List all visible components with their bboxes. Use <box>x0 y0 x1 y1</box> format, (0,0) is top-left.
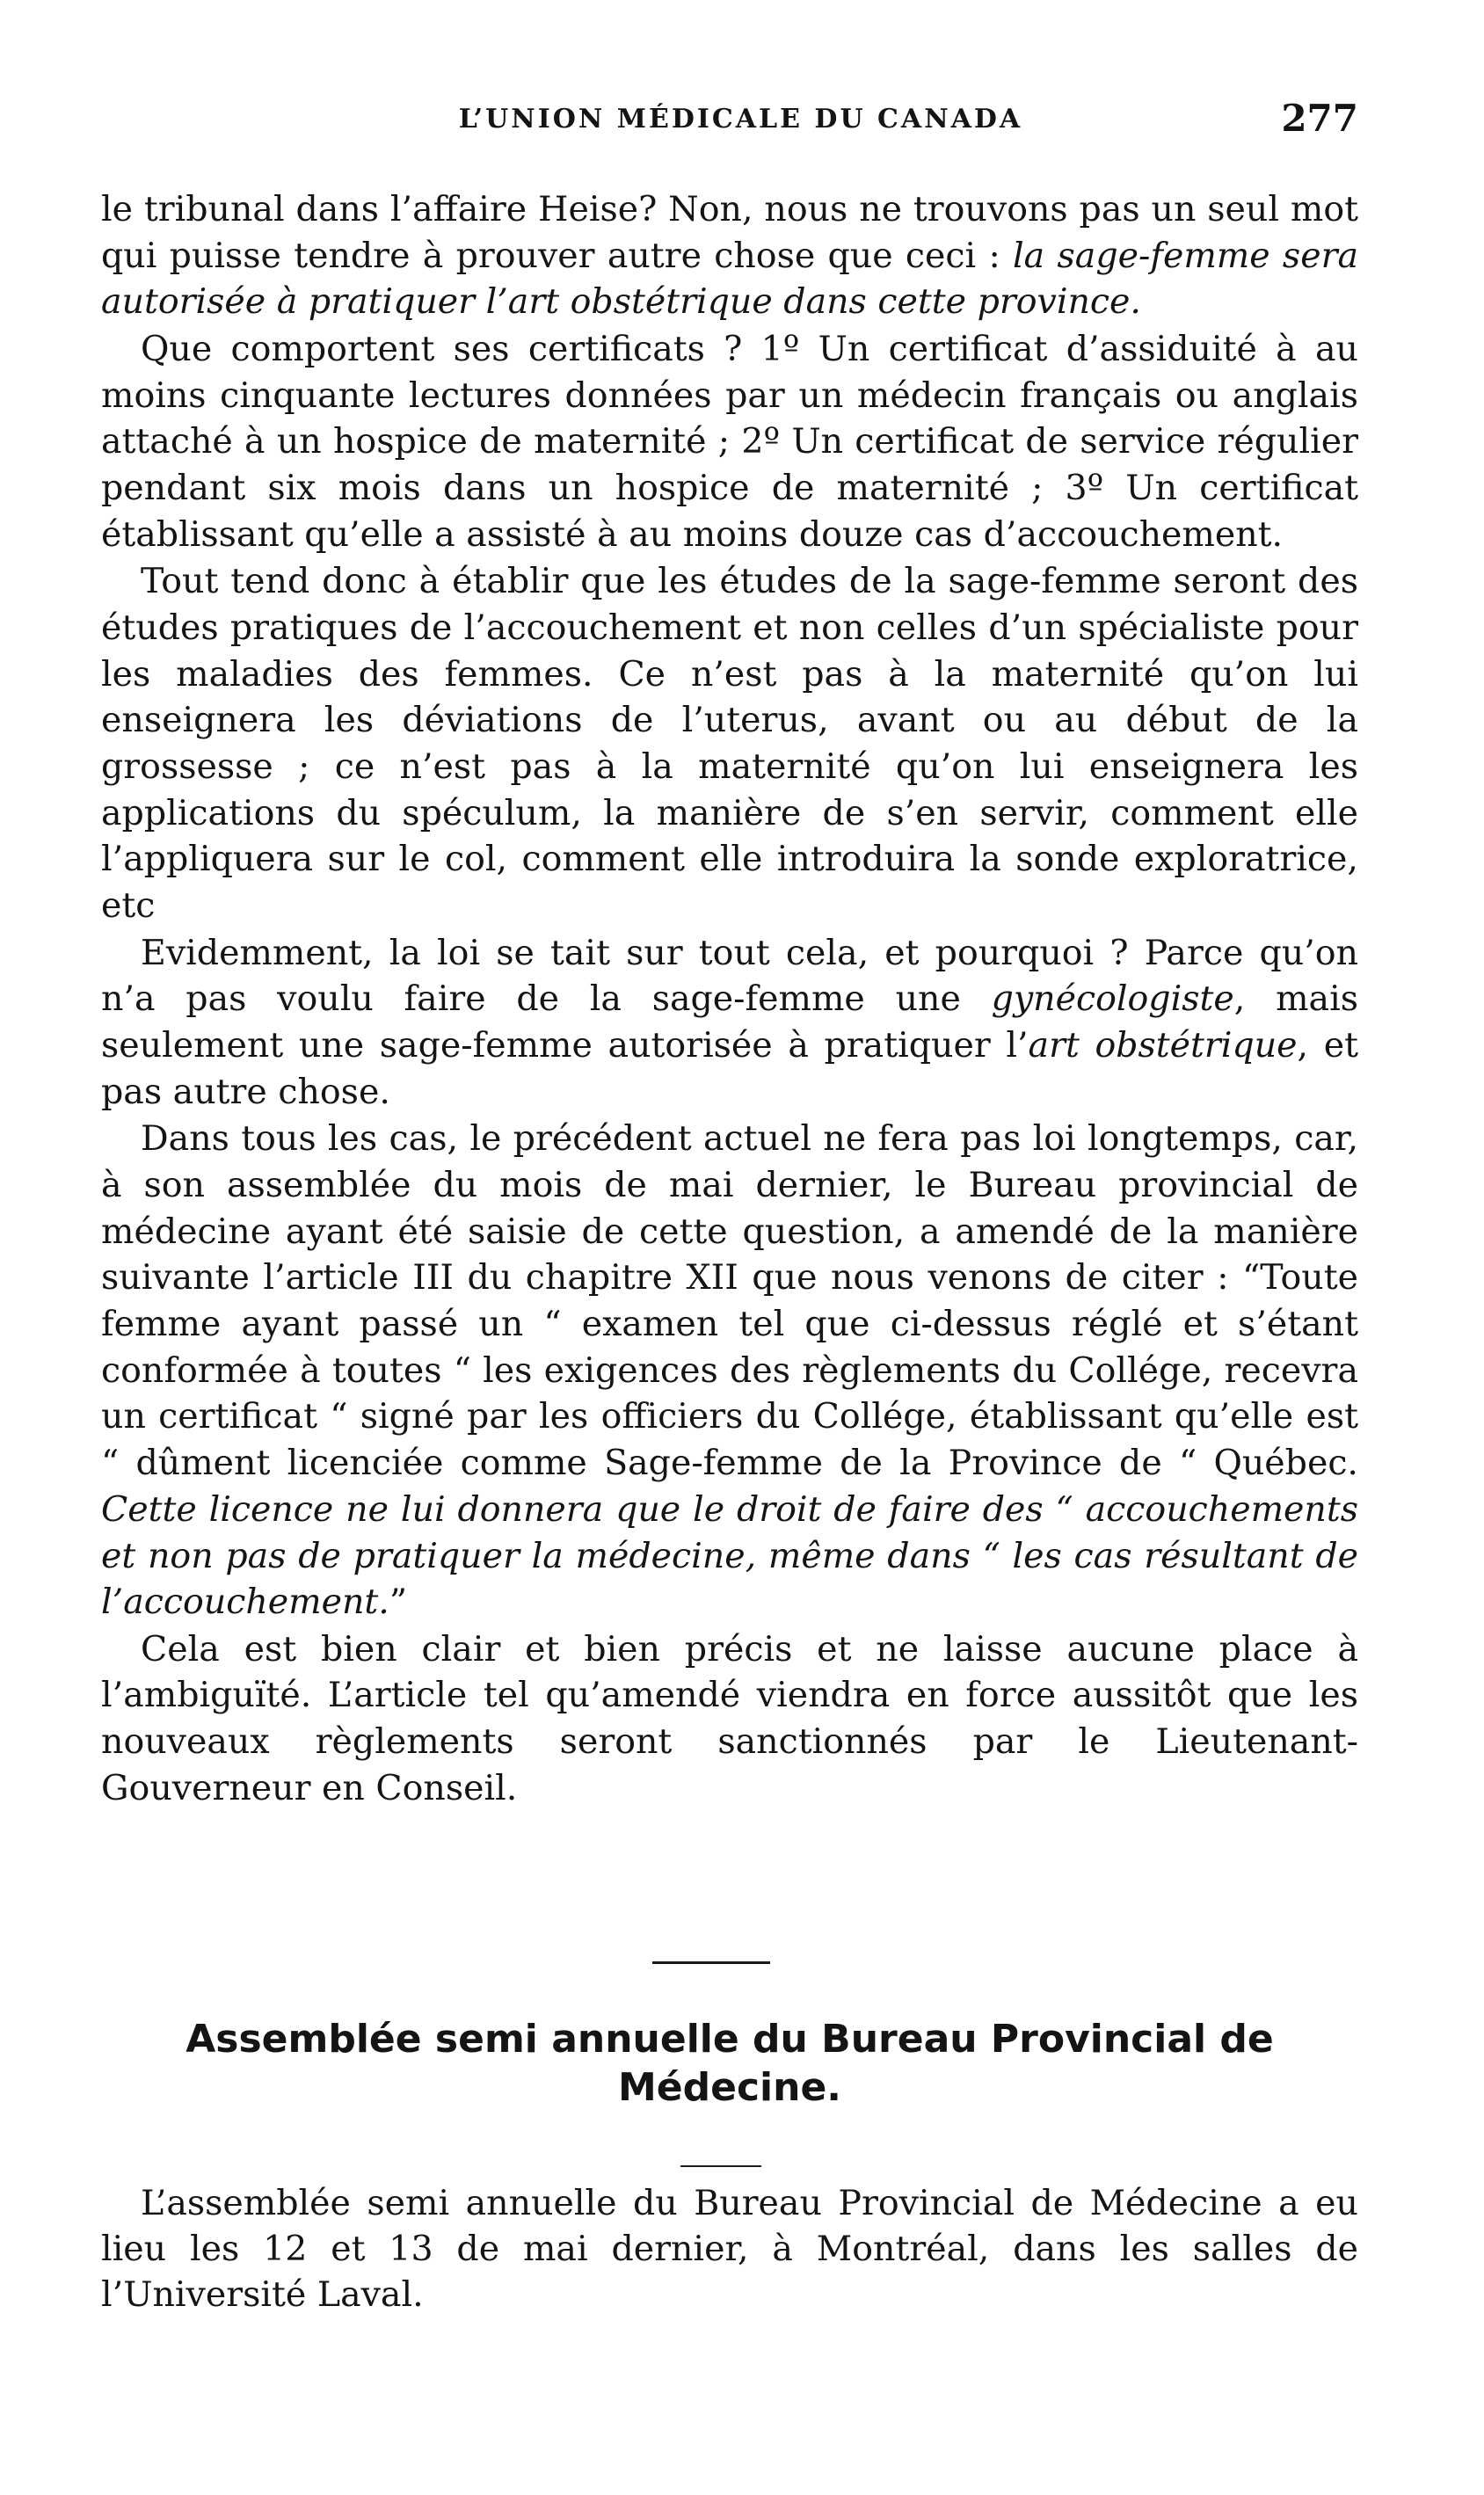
section-divider <box>652 1961 770 1964</box>
paragraph-4-italic-1: gynécologiste <box>991 978 1234 1020</box>
paragraph-4-b: , mais seulement une sage-femme autorisée à pratiquer l’ <box>101 978 1358 1066</box>
paragraph-1-text: le tribunal dans l’affaire Heise? Non, nous ne trouvons pas un seul mot qui puisse tendre à prouver autre chose que ceci : <box>101 189 1358 276</box>
section-heading: Assemblée semi annuelle du Bureau Provincial de Médecine. <box>186 2017 1274 2110</box>
paragraph-1-italic: la sage-femme sera autorisée à pratiquer l’art obstétrique dans cette province. <box>101 235 1358 323</box>
page-number: 277 <box>1281 97 1358 140</box>
paragraph-4-italic-2: art obstétrique <box>1028 1025 1298 1066</box>
paragraph-1 <box>101 186 1358 325</box>
section-intro-paragraph: L’assemblée semi annuelle du Bureau Provincial de Médecine a eu lieu les 12 et 13 de mai dernier, à Montréal, dans les salles de l’Université Laval. <box>101 2183 1358 2315</box>
paragraph-5-end: ” <box>389 1582 408 1623</box>
paragraph-5-italic: Cette licence ne lui donnera que le droit de faire des “ accouchements et non pas de pratiquer la médecine, même dans “ les cas résultant de l’accouchement. <box>101 1488 1358 1623</box>
paragraph-5-a: Dans tous les cas, le précédent actuel ne fera pas loi longtemps, car, à son assemblée du mois de mai dernier, le Bureau provincial de médecine ayant été saisie de cette question, a amendé de la manière suivante l’article III du chapitre XII que nous venons de citer : “Toute femme ayant passé un “ examen tel que ci-dessus réglé et s’étant conformée à toutes “ les exigences des règlements du Collége, recevra un certificat “ signé par les officiers du Collége, établissant qu’elle est “ dûment licenciée comme Sage-femme de la Province de “ Québec. <box>101 1118 1358 1484</box>
running-title: L’UNION MÉDICALE DU CANADA <box>458 104 1023 135</box>
paragraph-5 <box>101 1116 1358 1626</box>
paragraph-4-c: , et pas autre chose. <box>101 1025 1358 1112</box>
paragraph-2: Que comportent ses certificats ? 1º Un certificat d’assiduité à au moins cinquante lectures données par un médecin français ou anglais attaché à un hospice de maternité ; 2º Un certificat de service régulier pendant six mois dans un hospice de maternité ; 3º Un certificat établissant qu’elle a assisté à au moins douze cas d’accouchement. <box>101 328 1358 555</box>
paragraph-3: Tout tend donc à établir que les études de la sage-femme seront des études pratiques de l’accouchement et non celles d’un spécialiste pour les maladies des femmes. Ce n’est pas à la maternité qu’on lui enseignera les déviations de l’uterus, avant ou au début de la grossesse ; ce n’est pas à la maternité qu’on lui enseignera les applications du spéculum, la manière de s’en servir, comment elle l’appliquera sur le col, comment elle introduira la sonde exploratrice, etc <box>101 561 1358 927</box>
paragraph-6: Cela est bien clair et bien précis et ne laisse aucune place à l’ambiguïté. L’article tel qu’amendé viendra en force aussitôt que les nouveaux règlements seront sanctionnés par le Lieutenant-Gouverneur en Conseil. <box>101 1628 1358 1808</box>
paragraph-4-a: Evidemment, la loi se tait sur tout cela, et pourquoi ? Parce qu’on n’a pas voulu faire de la sage-femme une <box>101 932 1358 1020</box>
running-header <box>123 97 1358 156</box>
section-intro <box>101 2180 1358 2317</box>
paragraph-4 <box>101 930 1358 1116</box>
heading-underline <box>680 2165 761 2167</box>
body-text <box>101 186 1358 1812</box>
